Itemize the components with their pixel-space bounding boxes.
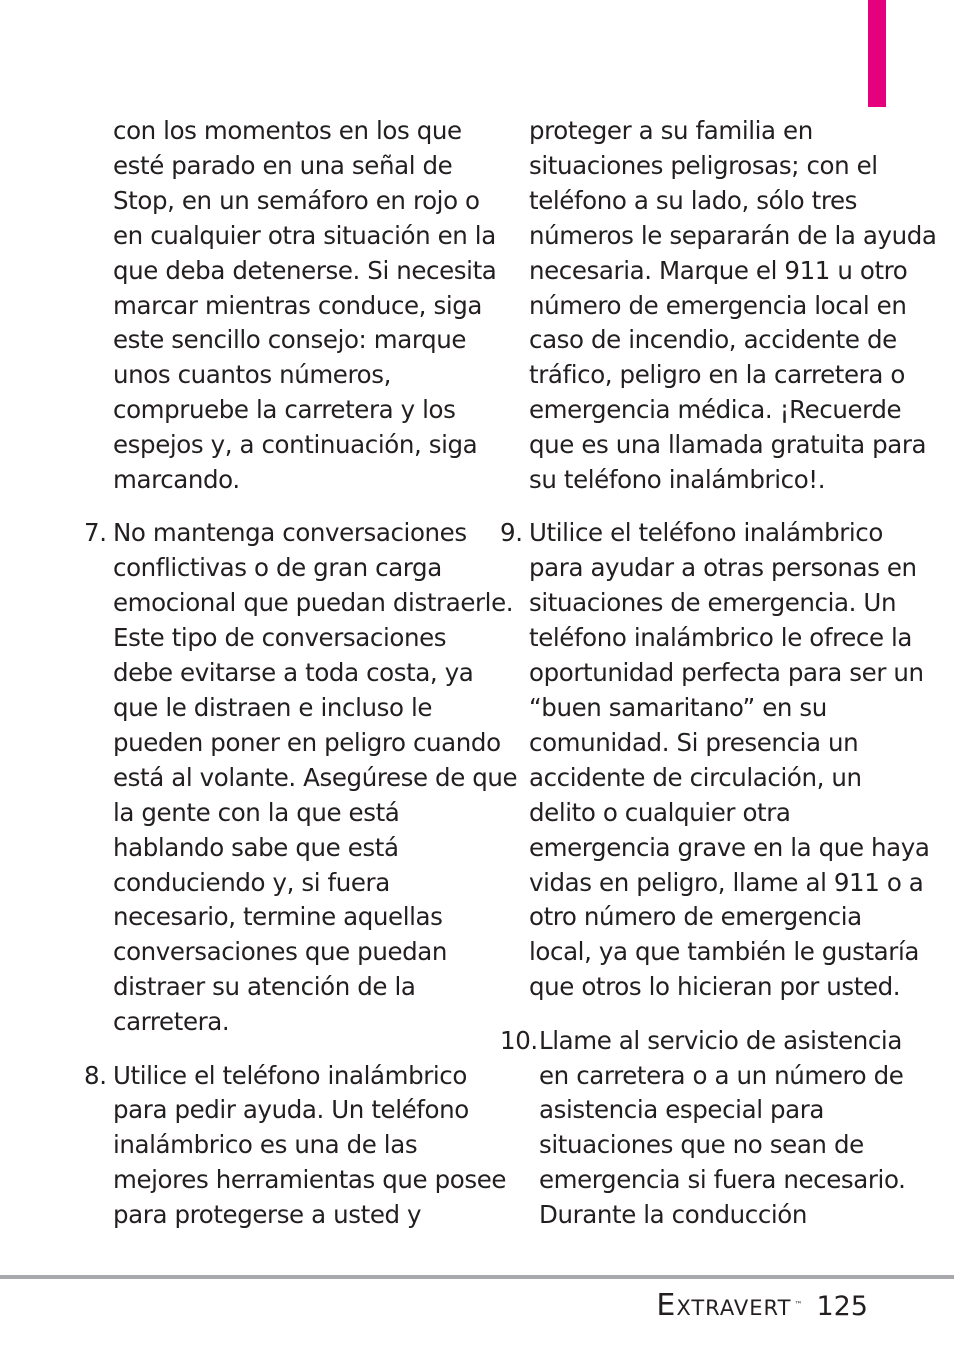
text-line: inalámbrico es una de las (113, 1130, 418, 1160)
text-line: para pedir ayuda. Un teléfono (113, 1095, 469, 1125)
text-line: situaciones peligrosas; con el (529, 150, 878, 180)
text-line: otro número de emergencia (529, 902, 862, 932)
left-column (82, 114, 518, 1233)
text-line: números le separarán de la ayuda (529, 220, 937, 250)
text-line: “buen samaritano” en su (529, 693, 827, 722)
text-line: carretera. (113, 1007, 230, 1037)
text-line: la gente con la que está (113, 797, 400, 827)
item-number: 9. (500, 518, 523, 548)
text-line: compruebe la carretera y los (113, 395, 456, 425)
text-line: local, ya que también le gustaría (529, 937, 919, 967)
text-line: oportunidad perfecta para ser un (529, 658, 924, 688)
text-line: esté parado en una señal de (113, 150, 453, 180)
text-line: marcando. (113, 465, 240, 495)
continuation-paragraph-left (82, 114, 497, 498)
trademark-symbol: ™ (794, 1300, 803, 1309)
text-line: delito o cualquier otra (529, 797, 791, 827)
text-line: situaciones de emergencia. Un (529, 588, 897, 618)
text-line: distraer su atención de la (113, 972, 416, 1002)
brand-logo: Extravert (656, 1288, 792, 1323)
text-line: está al volante. Asegúrese de que (113, 762, 518, 792)
text-line: necesario, termine aquellas (113, 902, 443, 932)
text-line: número de emergencia local en (529, 290, 907, 320)
text-line: este sencillo consejo: marque (113, 325, 467, 355)
right-column (498, 114, 937, 1233)
list-item-8 (82, 1059, 507, 1234)
text-line: su teléfono inalámbrico!. (529, 465, 826, 495)
text-line: que deba detenerse. Si necesita (113, 255, 497, 285)
text-line: necesaria. Marque el 911 u otro (529, 255, 908, 285)
text-line: emergencia si fuera necesario. (539, 1165, 906, 1195)
text-line: en carretera o a un número de (539, 1060, 904, 1090)
text-line: Stop, en un semáforo en rojo o (113, 185, 480, 215)
text-line: accidente de circulación, un (529, 762, 862, 792)
text-line: caso de incendio, accidente de (529, 325, 897, 355)
text-line: para ayudar a otras personas en (529, 553, 917, 583)
text-line: teléfono inalámbrico le ofrece la (529, 623, 913, 653)
text-line: vidas en peligro, llame al 911 o a (529, 867, 924, 897)
text-line: emocional que puedan distraerle. (113, 588, 514, 618)
text-line: Durante la conducción (539, 1200, 808, 1230)
list-item-10 (498, 1024, 906, 1233)
list-item-9 (498, 516, 930, 1005)
text-line: conflictivas o de gran carga (113, 553, 442, 583)
page-footer (656, 1288, 868, 1323)
text-line: emergencia médica. ¡Recuerde (529, 395, 902, 425)
text-line: teléfono a su lado, sólo tres (529, 185, 858, 215)
section-tab-marker (868, 0, 886, 107)
text-line: conversaciones que puedan (113, 937, 448, 967)
text-line: unos cuantos números, (113, 360, 391, 390)
text-line: Utilice el teléfono inalámbrico (529, 518, 883, 548)
text-line: tráfico, peligro en la carretera o (529, 360, 905, 390)
text-line: con los momentos en los que (113, 116, 462, 145)
text-line: situaciones que no sean de (539, 1130, 864, 1160)
text-line: Este tipo de conversaciones (113, 623, 447, 653)
text-line: que otros lo hicieran por usted. (529, 972, 901, 1002)
text-line: Utilice el teléfono inalámbrico (113, 1060, 467, 1090)
text-line: pueden poner en peligro cuando (113, 727, 501, 757)
item-number: 7. (84, 518, 107, 548)
text-line: que le distraen e incluso le (113, 693, 433, 722)
text-line: hablando sabe que está (113, 832, 399, 862)
page-number: 125 (816, 1291, 868, 1322)
list-item-7 (82, 516, 518, 1040)
text-line: conduciendo y, si fuera (113, 867, 390, 897)
text-line: debe evitarse a toda costa, ya (113, 658, 474, 688)
item-number: 8. (84, 1060, 107, 1090)
text-line: comunidad. Si presencia un (529, 727, 859, 757)
text-line: emergencia grave en la que haya (529, 832, 930, 862)
text-line: Llame al servicio de asistencia (539, 1025, 902, 1055)
text-line: No mantenga conversaciones (113, 518, 467, 548)
text-line: para protegerse a usted y (113, 1200, 422, 1230)
text-line: que es una llamada gratuita para (529, 430, 927, 460)
text-line: en cualquier otra situación en la (113, 220, 496, 250)
item-number: 10. (500, 1025, 538, 1055)
continuation-paragraph-right (498, 114, 937, 498)
text-line: asistencia especial para (539, 1095, 825, 1125)
text-line: marcar mientras conduce, siga (113, 290, 482, 320)
text-line: espejos y, a continuación, siga (113, 430, 478, 460)
text-line: proteger a su familia en (529, 116, 813, 145)
text-line: mejores herramientas que posee (113, 1165, 507, 1195)
footer-divider (0, 1275, 954, 1279)
